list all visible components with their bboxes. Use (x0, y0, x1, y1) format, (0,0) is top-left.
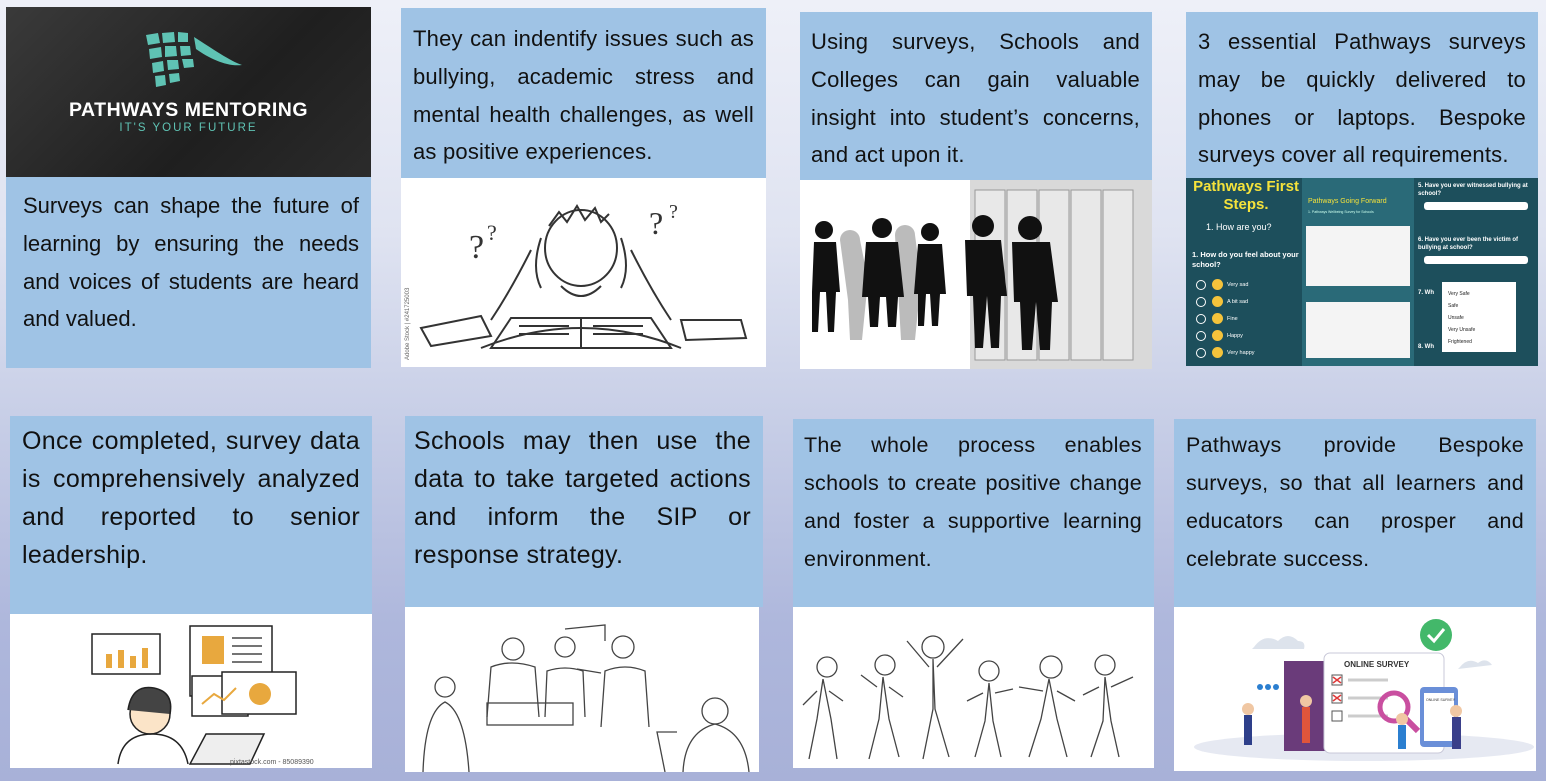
radio-icon (1196, 314, 1206, 324)
logo-name: PATHWAYS MENTORING (68, 99, 309, 121)
radio-icon (1196, 297, 1206, 307)
card-8-text: Pathways provide Bespoke surveys, so that all learners and educators can prosper and celebrate success. (1174, 419, 1536, 607)
svg-text:?: ? (487, 220, 497, 245)
happy-children-image (793, 607, 1154, 768)
online-survey-small-label: ONLINE SURVEY (1426, 698, 1456, 702)
dropdown-option[interactable]: Very Unsafe (1448, 327, 1476, 333)
card-6-text: Schools may then use the data to take targeted actions and inform the SIP or response strategy. (405, 416, 763, 607)
survey-question-1: 1. How are you? (1206, 222, 1272, 232)
pathways-wave-logo-icon (138, 29, 258, 99)
dropdown-option[interactable]: Safe (1448, 303, 1459, 309)
emoji-icon (1212, 313, 1223, 324)
emoji-icon (1212, 330, 1223, 341)
online-survey-image (1174, 607, 1536, 771)
logo-tagline: IT'S YOUR FUTURE (119, 122, 258, 134)
dropdown-option[interactable]: Unsafe (1448, 315, 1464, 321)
dropdown-option[interactable]: Very Safe (1448, 291, 1470, 297)
data-analysis-image (10, 614, 372, 768)
survey-answer-box[interactable] (1424, 256, 1528, 264)
stressed-student-image (401, 178, 766, 367)
survey-q5: 5. Have you ever witnessed bullying at school? (1418, 183, 1528, 197)
survey-option[interactable]: Fine (1196, 310, 1255, 327)
adobe-stock-credit: Adobe Stock | #241725003 (405, 287, 411, 360)
survey-dropdown[interactable] (1442, 282, 1516, 352)
card-5-text: Once completed, survey data is comprehensively analyzed and reported to senior leadership. (10, 416, 372, 614)
svg-text:?: ? (669, 201, 678, 223)
radio-icon (1196, 280, 1206, 290)
students-at-lockers-image (800, 180, 1152, 369)
radio-icon (1196, 331, 1206, 341)
survey-app-screenshot (1186, 178, 1538, 366)
survey-middle-title: Pathways Going Forward (1308, 198, 1387, 205)
team-meeting-image (405, 607, 759, 772)
pathways-logo-tile (6, 7, 371, 177)
online-survey-label: ONLINE SURVEY (1344, 660, 1410, 669)
survey-form-card (1306, 226, 1410, 286)
radio-icon (1196, 348, 1206, 358)
survey-middle-subtitle: 1. Pathways Wellbeing Survey for Schools (1308, 210, 1374, 214)
card-3-text: Using surveys, Schools and Colleges can gain valuable insight into student’s concerns, and act upon it. (800, 12, 1152, 180)
survey-option[interactable]: Very sad (1196, 276, 1255, 293)
survey-option[interactable]: A bit sad (1196, 293, 1255, 310)
survey-q7: 7. Wh (1418, 290, 1434, 296)
survey-emoji-options (1196, 276, 1255, 361)
survey-title: Pathways First Steps. (1193, 178, 1299, 213)
svg-text:?: ? (469, 229, 485, 266)
survey-q6: 6. Have you ever been the victim of bullying at school? (1418, 237, 1519, 251)
survey-middle-panel (1302, 178, 1414, 366)
card-7-text: The whole process enables schools to create positive change and foster a supportive learning environment. (793, 419, 1154, 607)
card-4-text: 3 essential Pathways surveys may be quickly delivered to phones or laptops. Bespoke surveys cover all requirements. (1186, 12, 1538, 178)
pixtastock-credit: pixtastock.com - 85089390 (230, 759, 314, 766)
survey-form-card (1306, 302, 1410, 358)
survey-q8: 8. Wh (1418, 344, 1434, 350)
emoji-icon (1212, 296, 1223, 307)
emoji-icon (1212, 347, 1223, 358)
survey-option[interactable]: Very happy (1196, 344, 1255, 361)
survey-question-feel: 1. How do you feel about your school? (1192, 250, 1299, 269)
dropdown-option[interactable]: Frightened (1448, 339, 1472, 345)
emoji-icon (1212, 279, 1223, 290)
card-2-text: They can indentify issues such as bullying, academic stress and mental health challenges, as well as positive experiences. (401, 8, 766, 178)
survey-answer-box[interactable] (1424, 202, 1528, 210)
card-1-text: Surveys can shape the future of learning by ensuring the needs and voices of students are heard and valued. (6, 177, 371, 368)
svg-text:?: ? (649, 205, 664, 241)
survey-option[interactable]: Happy (1196, 327, 1255, 344)
